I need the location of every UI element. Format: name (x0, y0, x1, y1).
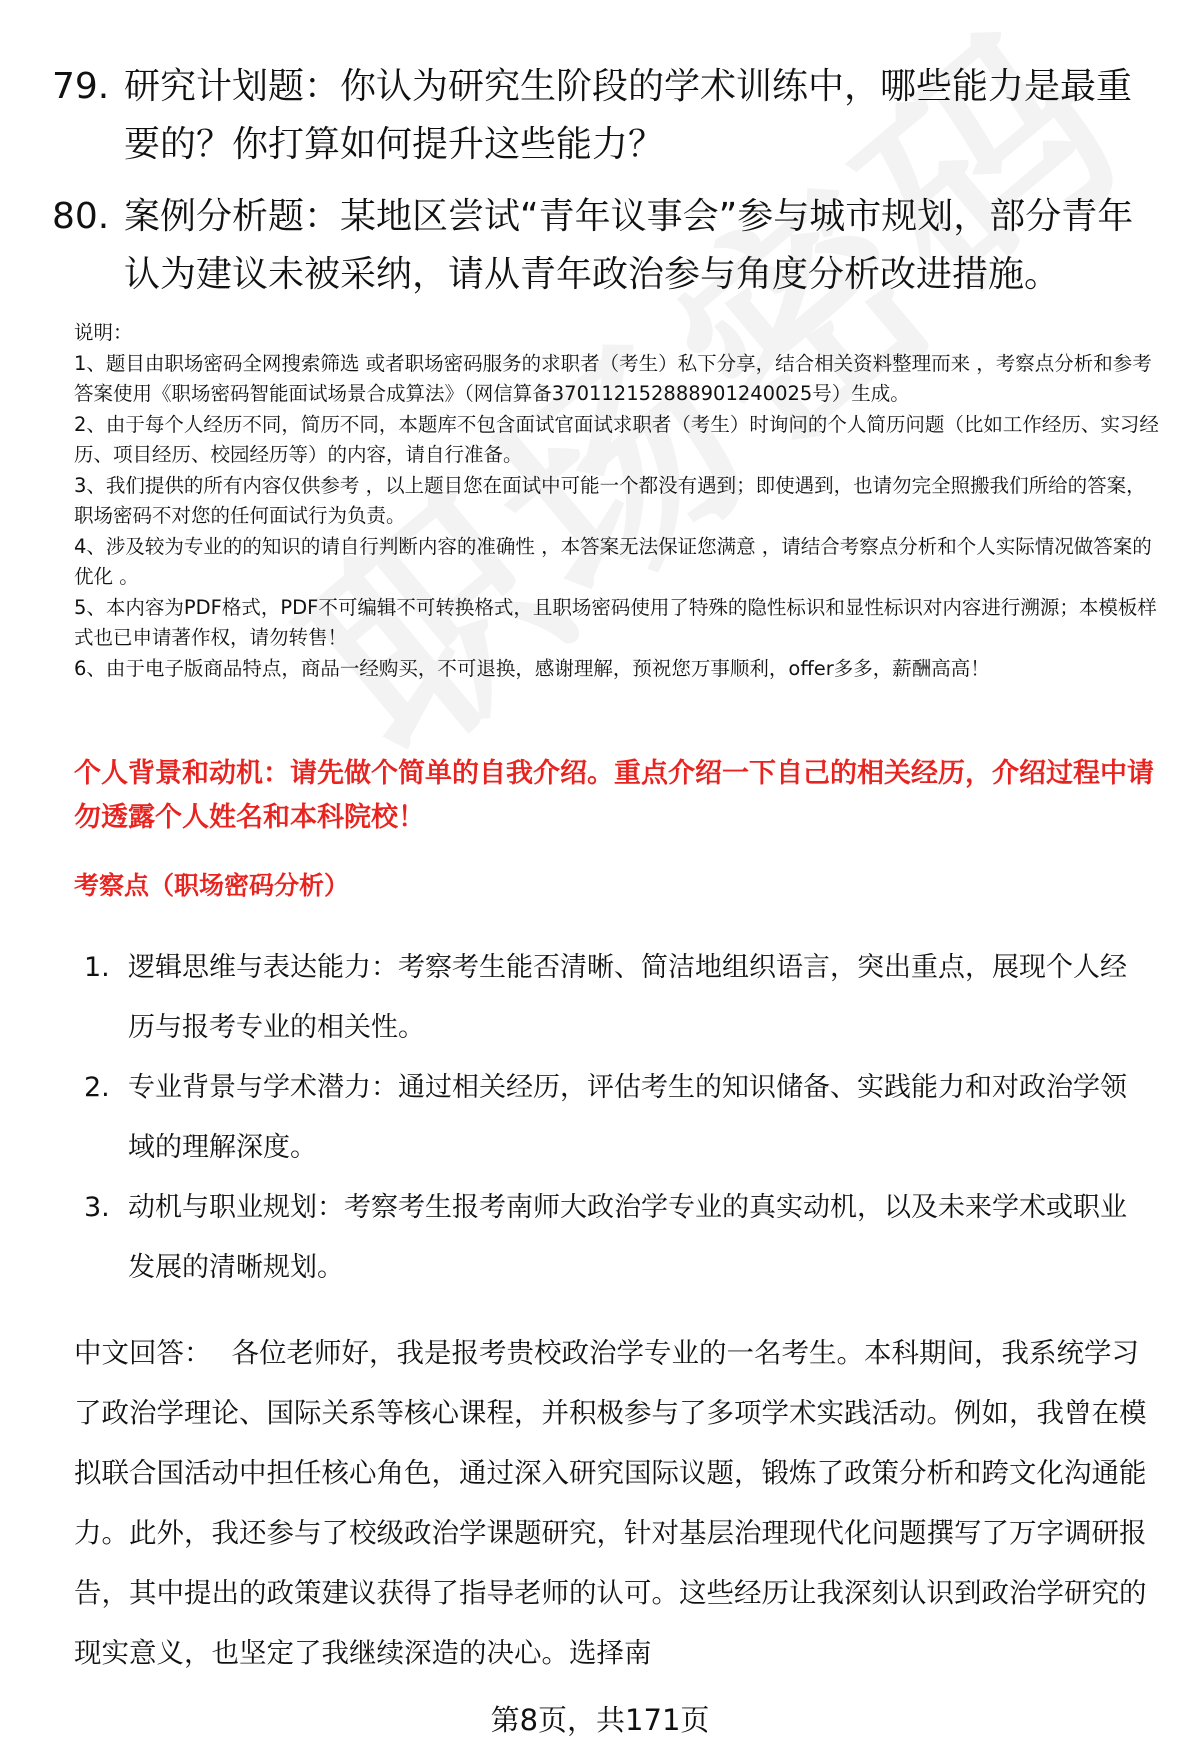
notes-section (74, 318, 1160, 684)
focus-point-number: 3. (84, 1192, 110, 1223)
focus-point-number: 1. (84, 952, 110, 983)
answer-text: 各位老师好，我是报考贵校政治学专业的一名考生。本科期间，我系统学习了政治学理论、国际关系等核心课程，并积极参与了多项学术实践活动。例如，我曾在模拟联合国活动中担任核心角色，通过深入研究国际议题，锻炼了政策分析和跨文化沟通能力。此外，我还参与了校级政治学课题研究，针对基层治理现代化问题撰写了万字调研报告，其中提出的政策建议获得了指导老师的认可。这些经历让我深刻认识到政治学研究的现实意义，也坚定了我继续深造的决心。选择南 (74, 1337, 1147, 1669)
question-79 (52, 58, 1140, 174)
focus-points-list (84, 938, 1150, 1298)
note-item: 2、由于每个人经历不同，简历不同，本题库不包含面试官面试求职者（考生）时询问的个人简历问题（比如工作经历、实习经历、项目经历、校园经历等）的内容，请自行准备。 (74, 412, 1159, 466)
answer-paragraph (74, 1323, 1158, 1683)
focus-point-text: 专业背景与学术潜力：通过相关经历，评估考生的知识储备、实践能力和对政治学领域的理解深度。 (128, 1072, 1127, 1163)
focus-point (84, 1178, 1150, 1298)
focus-point (84, 1058, 1150, 1178)
question-number: 80. (52, 196, 110, 237)
question-text: 研究计划题：你认为研究生阶段的学术训练中，哪些能力是最重要的？你打算如何提升这些能力？ (124, 66, 1133, 165)
note-item: 4、涉及较为专业的的知识的请自行判断内容的准确性 ，本答案无法保证您满意 ，请结合考察点分析和个人实际情况做答案的优化 。 (74, 534, 1152, 588)
answer-label: 中文回答： (74, 1337, 212, 1369)
question-text: 案例分析题：某地区尝试“青年议事会”参与城市规划，部分青年认为建议未被采纳，请从青年政治参与角度分析改进措施。 (124, 196, 1134, 295)
note-item: 5、本内容为PDF格式，PDF不可编辑不可转换格式，且职场密码使用了特殊的隐性标识和显性标识对内容进行溯源；本模板样式也已申请著作权，请勿转售！ (74, 595, 1157, 649)
page-footer: 第8页，共171页 (490, 1703, 710, 1737)
note-item: 1、题目由职场密码全网搜索筛选 或者职场密码服务的求职者（考生）私下分享，结合相关资料整理而来 ，考察点分析和参考答案使用《职场密码智能面试场景合成算法》（网信算备370112152888901240025号）生成。 (74, 351, 1152, 405)
question-80 (52, 188, 1140, 304)
question-number: 79. (52, 66, 110, 107)
notes-title: 说明： (74, 321, 133, 344)
focus-point (84, 938, 1150, 1058)
intro-question: 个人背景和动机：请先做个简单的自我介绍。重点介绍一下自己的相关经历，介绍过程中请勿透露个人姓名和本科院校！ (74, 758, 1154, 833)
focus-heading: 考察点（职场密码分析） (74, 871, 350, 900)
note-item: 6、由于电子版商品特点，商品一经购买，不可退换，感谢理解，预祝您万事顺利，offer多多，薪酬高高！ (74, 656, 990, 680)
focus-point-number: 2. (84, 1072, 110, 1103)
focus-point-text: 动机与职业规划：考察考生报考南师大政治学专业的真实动机，以及未来学术或职业发展的清晰规划。 (128, 1192, 1127, 1283)
note-item: 3、我们提供的所有内容仅供参考 ，以上题目您在面试中可能一个都没有遇到；即使遇到，也请勿完全照搬我们所给的答案，职场密码不对您的任何面试行为负责。 (74, 473, 1146, 527)
focus-point-text: 逻辑思维与表达能力：考察考生能否清晰、简洁地组织语言，突出重点，展现个人经历与报考专业的相关性。 (128, 952, 1127, 1043)
